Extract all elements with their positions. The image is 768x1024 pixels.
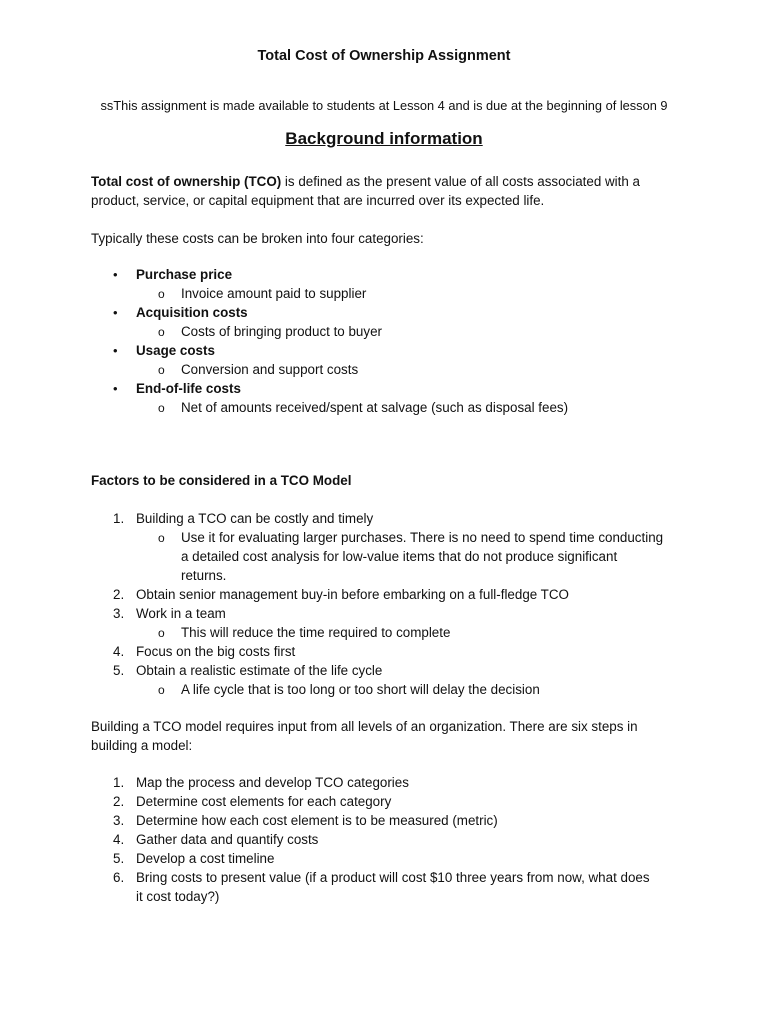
intro-term: Total cost of ownership (TCO) [91,174,282,189]
step-text: Develop a cost timeline [136,851,275,866]
step-text-continued: it cost today?) [136,889,220,904]
bullet-marker: • [113,343,118,358]
category-detail: Invoice amount paid to supplier [181,286,367,301]
list-number: 2. [113,587,125,602]
factor-text: Focus on the big costs first [136,644,296,659]
list-number: 6. [113,870,125,885]
steps-intro-line-1: Building a TCO model requires input from all levels of an organization. There are six steps in [91,719,638,734]
factor-text: Work in a team [136,606,226,621]
category-label: End-of-life costs [136,381,241,396]
section-heading: Background information [285,129,483,148]
factor-sub-line: A life cycle that is too long or too short will delay the decision [181,682,540,697]
list-number: 5. [113,851,125,866]
document-title: Total Cost of Ownership Assignment [257,48,511,64]
list-number: 4. [113,832,125,847]
step-text: Map the process and develop TCO categories [136,775,409,790]
factor-text: Building a TCO can be costly and timely [136,511,374,526]
bullet-marker: • [113,381,118,396]
factors-heading: Factors to be considered in a TCO Model [91,473,352,488]
list-number: 3. [113,606,125,621]
sub-bullet-marker: o [158,531,165,545]
factor-sub-line: returns. [181,568,227,583]
step-text: Gather data and quantify costs [136,832,319,847]
list-number: 4. [113,644,125,659]
category-detail: Net of amounts received/spent at salvage (such as disposal fees) [181,400,569,415]
sub-bullet-marker: o [158,683,165,697]
bullet-marker: • [113,267,118,282]
list-number: 5. [113,663,125,678]
category-label: Usage costs [136,343,215,358]
sub-bullet-marker: o [158,287,165,301]
category-label: Purchase price [136,267,233,282]
factor-sub-line: Use it for evaluating larger purchases. There is no need to spend time conducting [181,530,664,545]
category-detail: Conversion and support costs [181,362,359,377]
sub-bullet-marker: o [158,363,165,377]
list-number: 1. [113,511,125,526]
step-text: Determine how each cost element is to be measured (metric) [136,813,498,828]
category-label: Acquisition costs [136,305,248,320]
step-text: Determine cost elements for each category [136,794,392,809]
sub-bullet-marker: o [158,325,165,339]
bullet-marker: • [113,305,118,320]
factor-sub-line: This will reduce the time required to complete [181,625,451,640]
list-number: 3. [113,813,125,828]
intro-line-1-rest: is defined as the present value of all costs associated with a [281,174,640,189]
sub-bullet-marker: o [158,626,165,640]
step-text: Bring costs to present value (if a product will cost $10 three years from now, what does [136,870,650,885]
factor-text: Obtain senior management buy-in before embarking on a full-fledge TCO [136,587,569,602]
list-number: 2. [113,794,125,809]
category-detail: Costs of bringing product to buyer [181,324,382,339]
document-subtitle: ssThis assignment is made available to students at Lesson 4 and is due at the beginning of lesson 9 [100,98,668,113]
intro-line-1 [91,172,640,191]
factor-text: Obtain a realistic estimate of the life cycle [136,663,383,678]
categories-intro: Typically these costs can be broken into four categories: [91,231,424,246]
steps-intro-line-2: building a model: [91,738,193,753]
intro-line-2: product, service, or capital equipment that are incurred over its expected life. [91,193,545,208]
sub-bullet-marker: o [158,401,165,415]
list-number: 1. [113,775,125,790]
factor-sub-line: a detailed cost analysis for low-value items that do not produce significant [181,549,618,564]
